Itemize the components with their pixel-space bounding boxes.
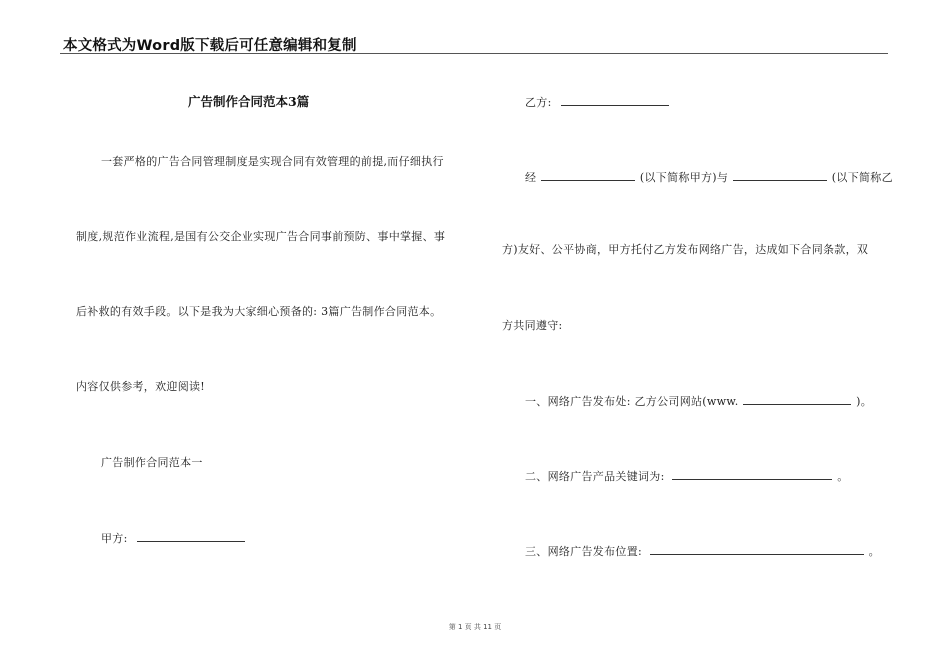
party-a-name-blank[interactable] bbox=[541, 169, 635, 181]
party-b-blank[interactable] bbox=[561, 94, 669, 106]
position-blank[interactable] bbox=[650, 543, 864, 555]
clause-3-row bbox=[525, 543, 880, 559]
clause-1-end: )。 bbox=[856, 395, 873, 408]
keyword-blank[interactable] bbox=[672, 468, 832, 480]
page-footer: 第 1 页 共 11 页 bbox=[448, 623, 502, 631]
party-a-label: 甲方: bbox=[101, 532, 128, 545]
contract-line-3: 方共同遵守: bbox=[502, 319, 563, 332]
paragraph-line-1: 一套严格的广告合同管理制度是实现合同有效管理的前提,而仔细执行 bbox=[101, 155, 444, 168]
clause-1-row bbox=[525, 393, 872, 409]
party-a-blank[interactable] bbox=[137, 530, 245, 542]
document-title: 广告制作合同范本3篇 bbox=[188, 94, 310, 109]
abbrev-a-text: (以下简称甲方)与 bbox=[639, 171, 729, 184]
via-label: 经 bbox=[525, 171, 537, 184]
clause-2-end: 。 bbox=[837, 470, 849, 483]
party-b-label: 乙方: bbox=[525, 96, 552, 109]
party-b-name-blank[interactable] bbox=[733, 169, 827, 181]
clause-3-end: 。 bbox=[868, 545, 880, 558]
header-divider bbox=[60, 53, 888, 54]
contract-line-2: 方)友好、公平协商，甲方托付乙方发布网络广告，达成如下合同条款，双 bbox=[502, 243, 869, 256]
paragraph-line-3: 后补救的有效手段。以下是我为大家细心预备的: 3篇广告制作合同范本。 bbox=[76, 305, 442, 318]
clause-1-text: 一、网络广告发布处: 乙方公司网站(www. bbox=[525, 395, 739, 408]
clause-2-text: 二、网络广告产品关键词为: bbox=[525, 470, 665, 483]
party-a-row bbox=[101, 530, 246, 546]
clause-3-text: 三、网络广告发布位置: bbox=[525, 545, 643, 558]
party-b-row bbox=[525, 94, 670, 110]
section-heading: 广告制作合同范本一 bbox=[101, 456, 203, 469]
clause-2-row bbox=[525, 468, 849, 484]
paragraph-line-2: 制度,规范作业流程,是国有公交企业实现广告合同事前预防、事中掌握、事 bbox=[76, 230, 446, 243]
website-blank[interactable] bbox=[743, 393, 851, 405]
paragraph-line-4: 内容仅供参考，欢迎阅读! bbox=[76, 380, 206, 393]
document-header: 本文格式为Word版下载后可任意编辑和复制 bbox=[63, 38, 357, 54]
contract-intro-row bbox=[525, 169, 893, 185]
abbrev-b-text: (以下简称乙 bbox=[831, 171, 893, 184]
